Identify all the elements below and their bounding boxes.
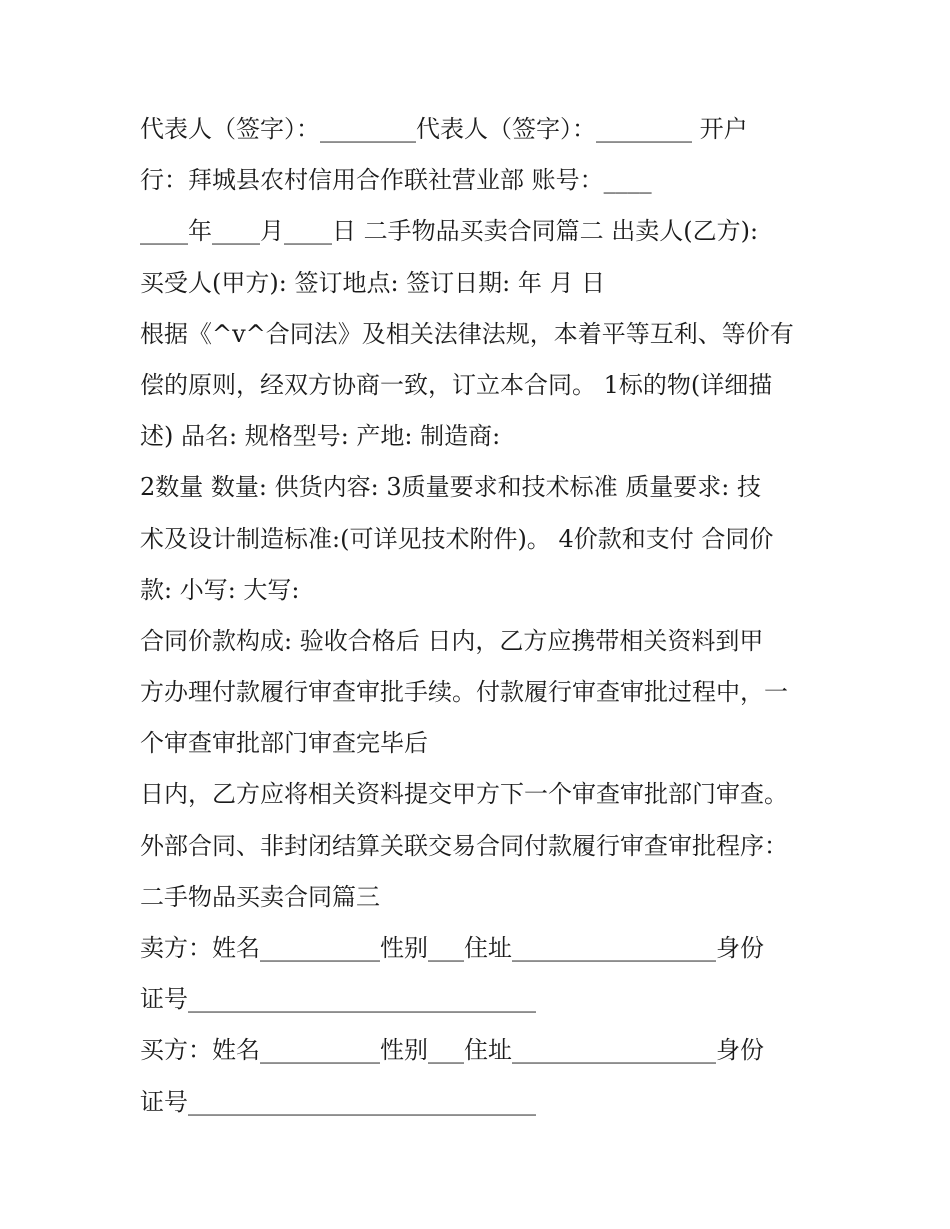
text-line: 行：拜城县农村信用合作联社营业部 账号：____ bbox=[140, 166, 652, 195]
text-line: 个审查审批部门审查完毕后 bbox=[140, 729, 428, 758]
text-line: 代表人（签字）：________代表人（签字）：________ 开户 bbox=[140, 115, 748, 143]
text-line: 外部合同、非封闭结算关联交易合同付款履行审查审批程序： bbox=[140, 831, 788, 860]
text-line: 合同价款构成: 验收合格后 日内，乙方应携带相关资料到甲 bbox=[140, 626, 764, 655]
buyer-id-line: 证号_____________________________ bbox=[140, 1087, 536, 1116]
text-line: 述) 品名: 规格型号: 产地: 制造商: bbox=[140, 422, 501, 451]
text-line: 术及设计制造标准:(可详见技术附件)。 4价款和支付 合同价 bbox=[140, 524, 774, 553]
buyer-info-line: 买方：姓名__________性别___住址_________________身份 bbox=[140, 1036, 764, 1065]
text-line: 偿的原则，经双方协商一致，订立本合同。 1标的物(详细描 bbox=[140, 370, 773, 399]
text-line: 根据《^v^合同法》及相关法律法规，本着平等互利、等价有 bbox=[140, 319, 794, 348]
seller-info-line: 卖方：姓名__________性别___住址_________________身份 bbox=[140, 934, 764, 962]
text-line: 款: 小写: 大写: bbox=[140, 575, 300, 604]
text-line: 买受人(甲方): 签订地点: 签订日期: 年 月 日 bbox=[140, 268, 606, 297]
text-line: 方办理付款履行审查审批手续。付款履行审查审批过程中，一 bbox=[140, 678, 788, 707]
text-line: 2数量 数量: 供货内容: 3质量要求和技术标准 质量要求: 技 bbox=[140, 473, 761, 502]
seller-id-line: 证号_____________________________ bbox=[140, 985, 536, 1014]
text-line: ____年____月____日 二手物品买卖合同篇二 出卖人(乙方): bbox=[140, 217, 759, 246]
section-heading: 二手物品买卖合同篇三 bbox=[140, 882, 380, 911]
text-line: 日内，乙方应将相关资料提交甲方下一个审查审批部门审查。 bbox=[140, 780, 788, 809]
document-body bbox=[140, 104, 820, 1128]
